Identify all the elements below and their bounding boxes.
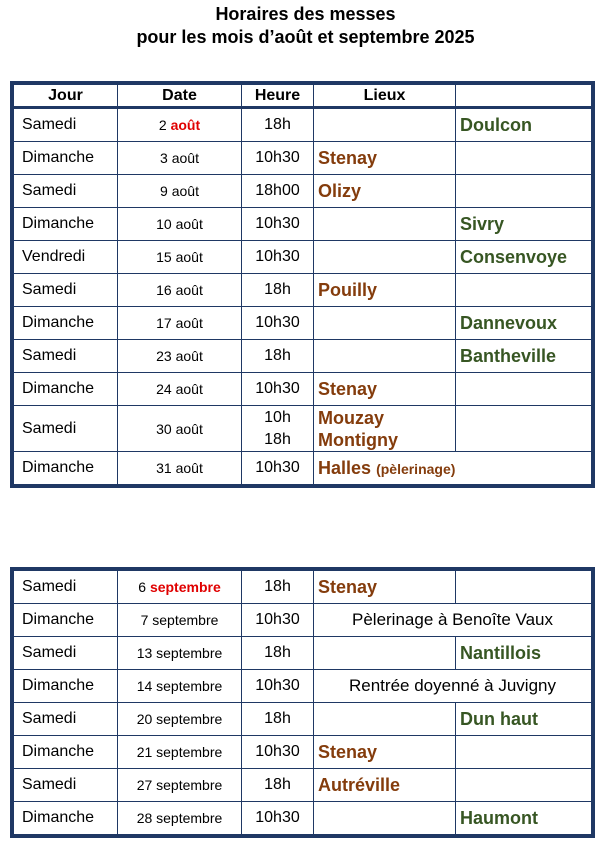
table-row	[14, 340, 592, 373]
heure-cell: 10h30	[242, 452, 314, 485]
lieu-cell: Olizy	[314, 175, 456, 208]
heure-cell: 18h	[242, 108, 314, 142]
heure-cell: 10h30	[242, 208, 314, 241]
heure-cell: 10h30	[242, 736, 314, 769]
header-heure: Heure	[242, 85, 314, 108]
jour-cell: Samedi	[14, 571, 118, 604]
jour-cell: Samedi	[14, 703, 118, 736]
jour-cell: Samedi	[14, 769, 118, 802]
heure-cell: 18h	[242, 340, 314, 373]
date-cell: 27 septembre	[118, 769, 242, 802]
lieu-cell	[314, 208, 456, 241]
lieu-alt-cell: Consenvoye	[456, 241, 592, 274]
event-cell: Pèlerinage à Benoîte Vaux	[314, 604, 592, 637]
lieu-alt-cell	[456, 571, 592, 604]
september-schedule-table	[10, 567, 595, 838]
lieu-alt-cell: Nantillois	[456, 637, 592, 670]
heure-cell: 10h30	[242, 373, 314, 406]
heure-cell: 10h30	[242, 142, 314, 175]
jour-cell: Dimanche	[14, 802, 118, 835]
date-cell: 7 septembre	[118, 604, 242, 637]
lieu-cell: Stenay	[314, 373, 456, 406]
date-cell: 17 août	[118, 307, 242, 340]
table-row	[14, 307, 592, 340]
jour-cell: Dimanche	[14, 307, 118, 340]
jour-cell: Samedi	[14, 274, 118, 307]
date-cell: 24 août	[118, 373, 242, 406]
date-cell	[118, 571, 242, 604]
jour-cell: Samedi	[14, 175, 118, 208]
lieu-first: Mouzay	[318, 407, 385, 428]
lieu-name: Halles	[318, 457, 372, 478]
table-row	[14, 208, 592, 241]
page-title-line1: Horaires des messes	[215, 4, 396, 24]
lieu-alt-cell: Sivry	[456, 208, 592, 241]
page-title-line2: pour les mois d’août et septembre 2025	[136, 27, 475, 47]
table-row	[14, 108, 592, 142]
header-jour: Jour	[14, 85, 118, 108]
date-month-highlight: septembre	[149, 579, 221, 595]
heure-cell: 18h	[242, 274, 314, 307]
table-row	[14, 736, 592, 769]
jour-cell: Dimanche	[14, 736, 118, 769]
jour-cell: Dimanche	[14, 452, 118, 485]
lieu-cell: Pouilly	[314, 274, 456, 307]
heure-cell	[242, 406, 314, 452]
header-lieux: Lieux	[314, 85, 456, 108]
date-cell: 14 septembre	[118, 670, 242, 703]
table-row	[14, 769, 592, 802]
lieu-cell	[314, 406, 456, 452]
date-cell: 15 août	[118, 241, 242, 274]
table-row	[14, 637, 592, 670]
august-schedule-table	[10, 81, 595, 488]
jour-cell: Dimanche	[14, 142, 118, 175]
table-row	[14, 802, 592, 835]
heure-cell: 10h30	[242, 670, 314, 703]
lieu-cell	[314, 108, 456, 142]
lieu-cell	[314, 637, 456, 670]
date-cell: 3 août	[118, 142, 242, 175]
table-row	[14, 670, 592, 703]
jour-cell: Samedi	[14, 637, 118, 670]
lieu-alt-cell	[456, 373, 592, 406]
lieu-cell	[314, 307, 456, 340]
heure-cell: 18h	[242, 703, 314, 736]
table-row	[14, 571, 592, 604]
date-cell: 13 septembre	[118, 637, 242, 670]
table-row	[14, 604, 592, 637]
table-row	[14, 373, 592, 406]
lieu-alt-cell	[456, 175, 592, 208]
lieu-cell	[314, 452, 592, 485]
lieu-alt-cell: Dun haut	[456, 703, 592, 736]
date-cell: 23 août	[118, 340, 242, 373]
lieu-alt-cell	[456, 769, 592, 802]
heure-cell: 10h30	[242, 604, 314, 637]
jour-cell: Vendredi	[14, 241, 118, 274]
event-cell: Rentrée doyenné à Juvigny	[314, 670, 592, 703]
date-cell: 9 août	[118, 175, 242, 208]
heure-cell: 10h30	[242, 802, 314, 835]
date-cell: 20 septembre	[118, 703, 242, 736]
date-cell: 28 septembre	[118, 802, 242, 835]
lieu-second: Montigny	[318, 429, 398, 450]
date-cell: 16 août	[118, 274, 242, 307]
heure-first: 10h	[264, 408, 291, 426]
lieu-note: (pèlerinage)	[376, 460, 456, 477]
heure-cell: 10h30	[242, 307, 314, 340]
date-month-highlight: août	[170, 117, 201, 133]
jour-cell: Samedi	[14, 406, 118, 452]
lieu-alt-cell	[456, 736, 592, 769]
date-cell: 31 août	[118, 452, 242, 485]
heure-cell: 18h00	[242, 175, 314, 208]
table-row	[14, 452, 592, 485]
lieu-cell: Stenay	[314, 142, 456, 175]
date-cell: 10 août	[118, 208, 242, 241]
jour-cell: Dimanche	[14, 373, 118, 406]
heure-cell: 18h	[242, 769, 314, 802]
jour-cell: Dimanche	[14, 208, 118, 241]
table-row	[14, 241, 592, 274]
lieu-alt-cell	[456, 406, 592, 452]
table-row	[14, 703, 592, 736]
lieu-cell	[314, 340, 456, 373]
lieu-cell	[314, 802, 456, 835]
jour-cell: Samedi	[14, 108, 118, 142]
jour-cell: Dimanche	[14, 670, 118, 703]
lieu-alt-cell: Doulcon	[456, 108, 592, 142]
lieu-alt-cell: Haumont	[456, 802, 592, 835]
lieu-alt-cell: Dannevoux	[456, 307, 592, 340]
table-row	[14, 175, 592, 208]
jour-cell: Samedi	[14, 340, 118, 373]
table-row	[14, 274, 592, 307]
lieu-cell: Stenay	[314, 736, 456, 769]
lieu-cell	[314, 703, 456, 736]
jour-cell: Dimanche	[14, 604, 118, 637]
lieu-cell: Autréville	[314, 769, 456, 802]
date-cell: 30 août	[118, 406, 242, 452]
lieu-cell	[314, 241, 456, 274]
date-cell	[118, 108, 242, 142]
date-day: 6	[138, 579, 147, 595]
heure-cell: 18h	[242, 571, 314, 604]
lieu-cell: Stenay	[314, 571, 456, 604]
date-day: 2	[158, 117, 167, 133]
lieu-alt-cell	[456, 274, 592, 307]
lieu-alt-cell: Bantheville	[456, 340, 592, 373]
lieu-alt-cell	[456, 142, 592, 175]
heure-second: 18h	[264, 430, 291, 448]
table-row	[14, 406, 592, 452]
header-empty	[456, 85, 592, 108]
table-row	[14, 142, 592, 175]
heure-cell: 10h30	[242, 241, 314, 274]
date-cell: 21 septembre	[118, 736, 242, 769]
header-date: Date	[118, 85, 242, 108]
heure-cell: 18h	[242, 637, 314, 670]
